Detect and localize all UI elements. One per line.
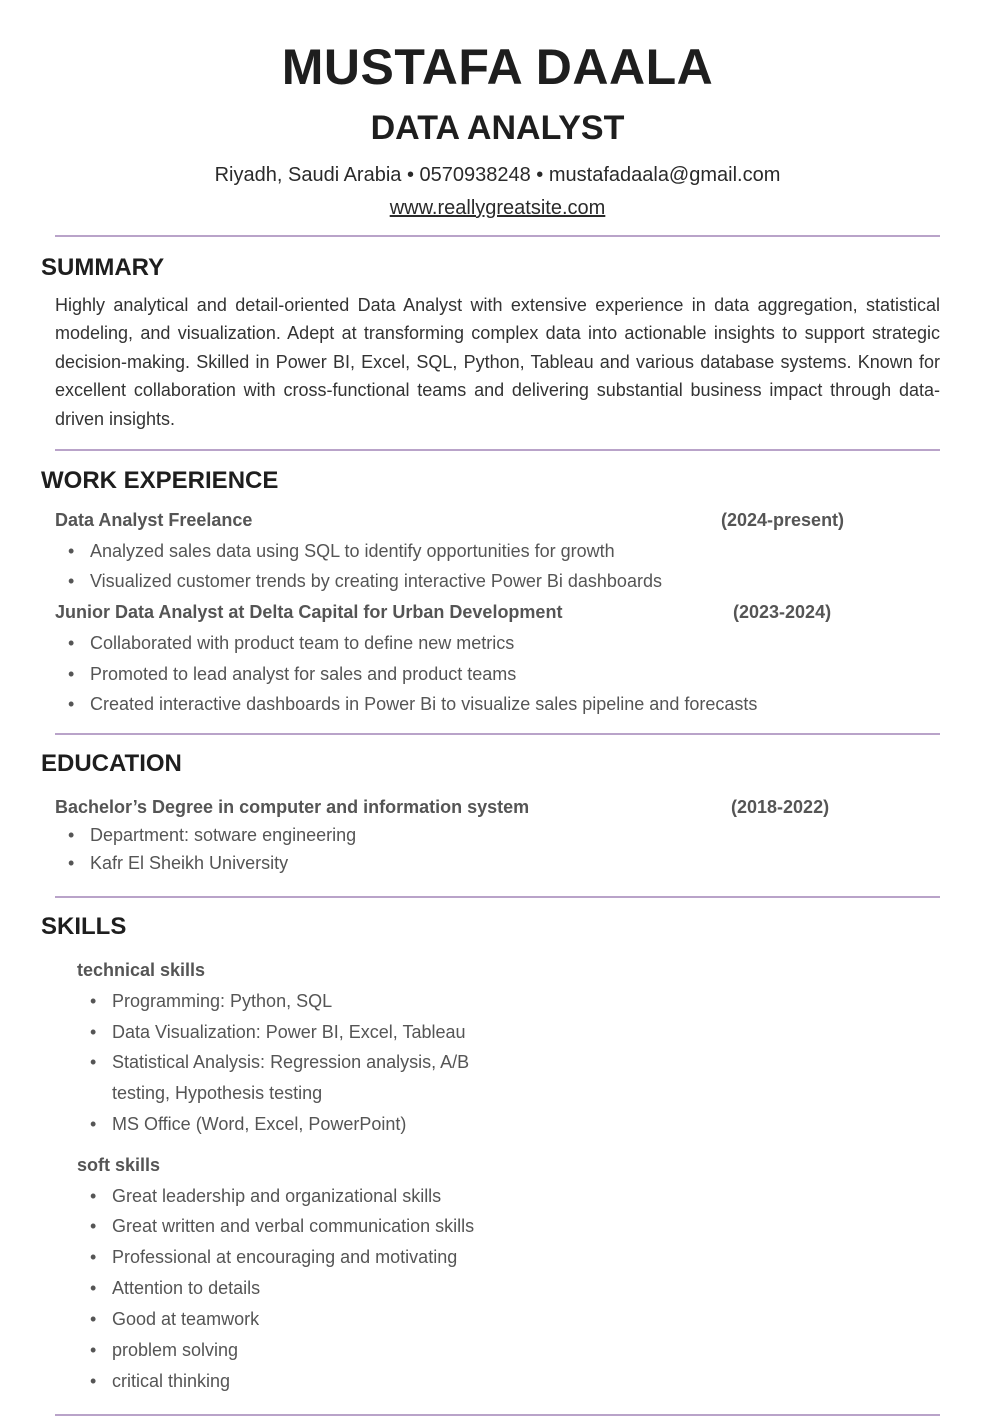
- bullet-icon: •: [90, 991, 97, 1011]
- contact-info: Riyadh, Saudi Arabia • 0570938248 • mustafadaala@gmail.com: [214, 164, 781, 186]
- list-item-continuation: testing, Hypothesis testing: [112, 1083, 323, 1103]
- divider: [55, 1414, 940, 1416]
- bullet-icon: •: [90, 1022, 97, 1042]
- list-item: [90, 1113, 407, 1135]
- bullet-text: Statistical Analysis: Regression analysis, A/B: [112, 1052, 470, 1072]
- list-item: [90, 1215, 475, 1237]
- list-item: [90, 1051, 470, 1073]
- bullet-icon: •: [90, 1278, 97, 1298]
- bullet-text: Good at teamwork: [112, 1309, 260, 1329]
- work-experience-heading: WORK EXPERIENCE: [41, 467, 279, 494]
- degree-dates: (2018-2022): [731, 797, 830, 817]
- website-link[interactable]: www.reallygreatsite.com: [389, 197, 606, 219]
- list-item: [90, 1339, 239, 1361]
- bullet-icon: •: [68, 571, 75, 591]
- summary-text: Highly analytical and detail-oriented Data Analyst with extensive experience in data aggregation, statistical modeling, and visualization. Adept at transforming complex data into actionable insights to support strategic decision-making. Skilled in Power BI, Excel, SQL, Python, Tableau and various database systems. Known for excellent collaboration with cross-functional teams and delivering substantial business impact through data-driven insights.: [55, 295, 940, 429]
- list-item: [68, 632, 515, 654]
- bullet-icon: •: [90, 1371, 97, 1391]
- bullet-icon: •: [68, 853, 75, 873]
- list-item: [90, 990, 333, 1012]
- soft-skills-label: soft skills: [77, 1155, 161, 1175]
- job-dates-2: (2023-2024): [733, 602, 832, 622]
- job-title-2: Junior Data Analyst at Delta Capital for Urban Development: [55, 602, 563, 622]
- bullet-icon: •: [68, 694, 75, 714]
- bullet-text: MS Office (Word, Excel, PowerPoint): [112, 1114, 407, 1134]
- summary-heading: SUMMARY: [41, 254, 165, 281]
- list-item: [68, 693, 758, 715]
- list-item: [68, 540, 615, 562]
- bullet-text: Great written and verbal communication skills: [112, 1216, 475, 1236]
- bullet-icon: •: [90, 1216, 97, 1236]
- list-item: [90, 1021, 466, 1043]
- bullet-text: Promoted to lead analyst for sales and product teams: [90, 664, 517, 684]
- skills-heading: SKILLS: [41, 913, 127, 940]
- website-row: [0, 197, 995, 220]
- divider: [55, 449, 940, 451]
- list-item: [90, 1246, 458, 1268]
- bullet-text: problem solving: [112, 1340, 239, 1360]
- list-item: [90, 1370, 231, 1392]
- bullet-text: Programming: Python, SQL: [112, 991, 333, 1011]
- bullet-text: Attention to details: [112, 1278, 261, 1298]
- bullet-icon: •: [90, 1052, 97, 1072]
- job-title: DATA ANALYST: [370, 109, 625, 147]
- bullet-text: Professional at encouraging and motivating: [112, 1247, 458, 1267]
- bullet-icon: •: [90, 1247, 97, 1267]
- bullet-text: Kafr El Sheikh University: [90, 853, 289, 873]
- bullet-text: Collaborated with product team to define new metrics: [90, 633, 515, 653]
- bullet-text: critical thinking: [112, 1371, 231, 1391]
- bullet-text: Created interactive dashboards in Power Bi to visualize sales pipeline and forecasts: [90, 694, 758, 714]
- job-dates-1: (2024-present): [721, 510, 845, 530]
- divider: [55, 733, 940, 735]
- list-item: [68, 852, 289, 874]
- bullet-icon: •: [68, 825, 75, 845]
- bullet-text: Analyzed sales data using SQL to identify opportunities for growth: [90, 541, 615, 561]
- education-heading: EDUCATION: [41, 750, 182, 777]
- bullet-text: Department: sotware engineering: [90, 825, 357, 845]
- candidate-name: MUSTAFA DAALA: [281, 39, 714, 95]
- list-item: [68, 570, 662, 592]
- list-item: [68, 824, 357, 846]
- bullet-icon: •: [68, 664, 75, 684]
- bullet-icon: •: [90, 1114, 97, 1134]
- bullet-icon: •: [90, 1186, 97, 1206]
- degree-title: Bachelor’s Degree in computer and information system: [55, 797, 530, 817]
- bullet-icon: •: [90, 1340, 97, 1360]
- technical-skills-label: technical skills: [77, 960, 206, 980]
- bullet-icon: •: [68, 633, 75, 653]
- divider: [55, 896, 940, 898]
- list-item: [90, 1185, 442, 1207]
- list-item: [68, 663, 517, 685]
- bullet-text: Great leadership and organizational skills: [112, 1186, 442, 1206]
- bullet-text: Data Visualization: Power BI, Excel, Tableau: [112, 1022, 466, 1042]
- list-item: [90, 1277, 261, 1299]
- bullet-text: Visualized customer trends by creating interactive Power Bi dashboards: [90, 571, 662, 591]
- list-item: [90, 1308, 260, 1330]
- bullet-icon: •: [68, 541, 75, 561]
- divider: [55, 235, 940, 237]
- job-title-1: Data Analyst Freelance: [55, 510, 253, 530]
- bullet-icon: •: [90, 1309, 97, 1329]
